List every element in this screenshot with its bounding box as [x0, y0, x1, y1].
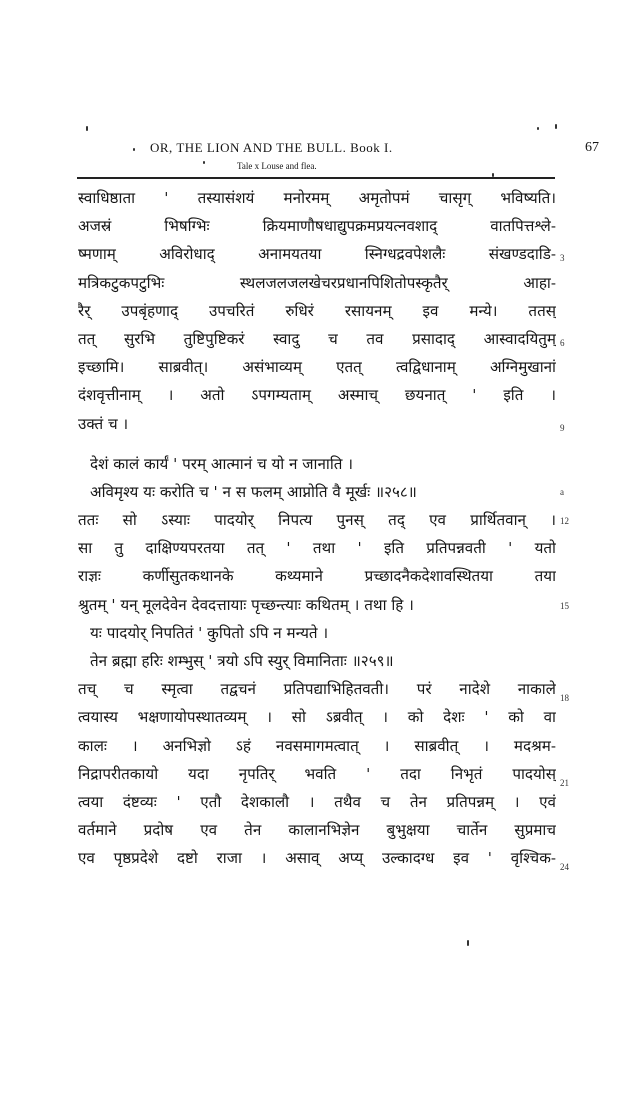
verse-line: देशं कालं कार्यं ' परम् आत्मानं च यो न जानाति ।: [90, 454, 354, 473]
margin-line-number: 15: [560, 601, 569, 611]
text-line: ष्मणाम् अविरोधाद् अनामयतया स्निग्धद्रवपेशलैः संखण्डदाडि-: [78, 245, 556, 264]
text-line: उक्तं च ।: [78, 414, 129, 433]
text-line: त्वया दंष्टव्यः ' एतौ देशकालौ । तथैव च तेन प्रतिपन्नम् । एवं: [78, 792, 556, 811]
text-line: श्रुतम् ' यन् मूलदेवेन देवदत्तायाः पृच्छन्त्याः कथितम् । तथा हि ।: [78, 595, 414, 614]
margin-line-number: 21: [560, 778, 569, 788]
prose-paragraph: [78, 675, 556, 872]
margin-line-number: 12: [560, 516, 569, 526]
margin-line-number: 6: [560, 338, 565, 348]
text-line: राज्ञः कर्णीसुतकथानके कथ्यमाने प्रच्छादनैकदेशावस्थितया तया: [78, 567, 556, 586]
text-line: दंशवृत्तीनाम् । अतो ऽपगम्यताम् अस्माच् छयनात् ' इति ।: [78, 386, 556, 405]
running-title: OR, THE LION AND THE BULL. Book I.: [150, 140, 393, 155]
prose-paragraph: [78, 184, 556, 438]
scan-speck: [555, 124, 557, 129]
running-subhead: Tale x Louse and flea.: [237, 161, 317, 171]
text-line: तत् सुरभि तुष्टिपुष्टिकरं स्वादु च तव प्रसादाद् आस्वादयितुम्: [78, 329, 556, 348]
verse-line: अविमृश्य यः करोति च ' न स फलम् आप्नोति वै मूर्खः ॥२५८॥: [90, 482, 417, 501]
scan-speck: [203, 161, 205, 164]
margin-line-number: 24: [560, 862, 569, 872]
scan-speck: [133, 148, 135, 151]
text-line: रैर् उपबृंहणाद् उपचरितं रुधिरं रसायनम् इव मन्ये। ततस्: [78, 301, 556, 320]
page-header: [0, 140, 633, 160]
text-line: मत्रिकटुकपटुभिः स्थलजलजलखेचरप्रधानपिशितोपस्कृतैर् आहा-: [78, 273, 556, 292]
text-line: इच्छामि। साब्रवीत्। असंभाव्यम् एतत् त्वद्विधानाम् अग्निमुखानां: [78, 358, 556, 377]
verse-block: [78, 619, 556, 675]
text-line: ततः सो ऽस्याः पादयोर् निपत्य पुनस् तद् एव प्रार्थितवान् ।: [78, 511, 556, 530]
prose-paragraph: [78, 506, 556, 619]
scan-speck: [492, 173, 494, 177]
text-line: तच् च स्मृत्वा तद्वचनं प्रतिपद्याभिहितवती। परं नादेशे नाकाले: [78, 680, 556, 699]
text-line: स्वाधिष्ठाता ' तस्यासंशयं मनोरमम् अमृतोपमं चासृग् भविष्यति।: [78, 189, 556, 207]
scan-speck: [537, 127, 539, 130]
margin-line-number: 18: [560, 693, 569, 703]
page-number: 67: [585, 140, 599, 155]
page-body: [78, 184, 556, 873]
header-rule: [77, 177, 555, 179]
verse-block: [78, 450, 556, 506]
text-line: वर्तमाने प्रदोष एव तेन कालानभिज्ञेन बुभुक्षया चार्तेन सुप्रमाच: [78, 821, 556, 840]
spacer: [78, 438, 556, 450]
margin-line-number: 9: [560, 423, 565, 433]
scan-speck: [467, 940, 469, 946]
text-line: अजस्रं भिषग्भिः क्रियमाणौषधाद्युपक्रमप्रयत्नवशाद् वातपित्तश्ले-: [78, 217, 556, 236]
text-line: एव पृष्ठप्रदेशे दष्टो राजा । असाव् अप्य् उल्कादग्ध इव ' वृश्चिक-: [78, 849, 556, 868]
text-line: निद्रापरीतकायो यदा नृपतिर् भवति ' तदा निभृतं पादयोस्: [78, 764, 556, 783]
margin-line-number: 3: [560, 253, 565, 263]
text-line: कालः । अनभिज्ञो ऽहं नवसमागमत्वात् । साब्रवीत् । मदश्रम-: [78, 736, 556, 755]
verse-line: यः पादयोर् निपतितं ' कुपितो ऽपि न मन्यते ।: [90, 623, 329, 642]
verse-line: तेन ब्रह्मा हरिः शम्भुस् ' त्रयो ऽपि स्युर् विमानिताः ॥२५९॥: [90, 652, 394, 670]
scan-speck: [86, 126, 88, 131]
text-line: सा तु दाक्षिण्यपरतया तत् ' तथा ' इति प्रतिपन्नवती ' यतो: [78, 539, 556, 558]
margin-line-number: a: [560, 487, 564, 497]
text-line: त्वयास्य भक्षणायोपस्थातव्यम् । सो ऽब्रवीत् । को देशः ' को वा: [78, 708, 556, 727]
